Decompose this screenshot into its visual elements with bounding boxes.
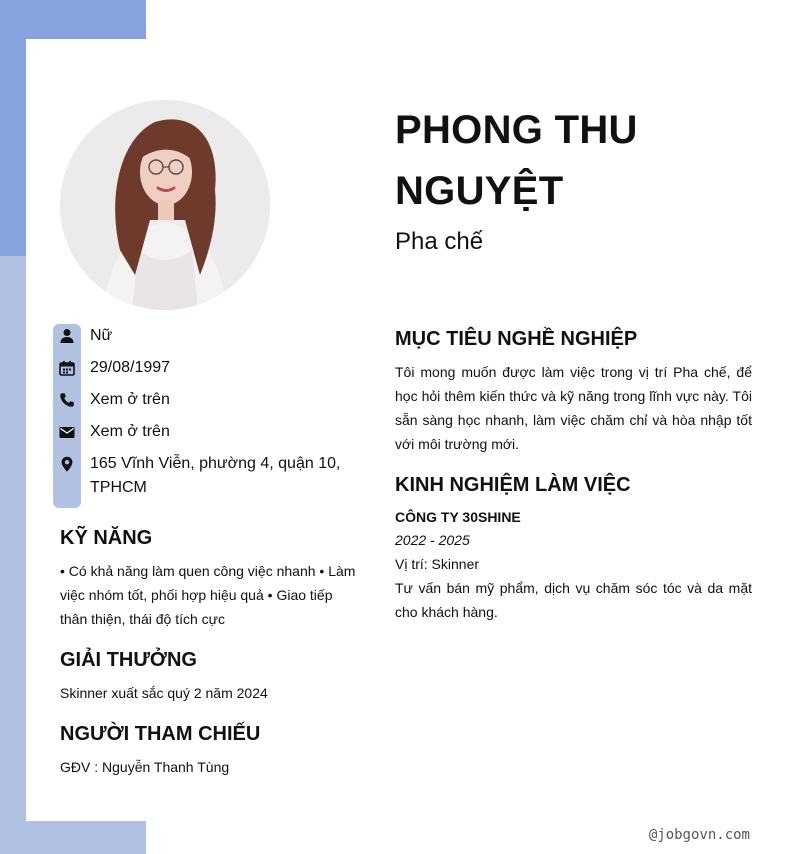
skills-heading: KỸ NĂNG: [60, 527, 153, 549]
location-pin-icon: [59, 456, 75, 472]
awards-heading: GIẢI THƯỞNG: [60, 649, 197, 671]
experience-heading: KINH NGHIỆM LÀM VIỆC: [395, 474, 631, 496]
objective-text: Tôi mong muốn được làm việc trong vị trí Pha chế, để học hỏi thêm kiến thức và kỹ năng trong lĩnh vực này. Tôi sẵn sàng học nhanh, làm việc chăm chỉ và hòa nhập tốt với môi trường mới.: [395, 364, 752, 452]
contact-icon-rail: [53, 324, 81, 508]
profile-photo: [60, 100, 270, 310]
contact-gender-text: Nữ: [90, 327, 113, 344]
contact-birthday-text: 29/08/1997: [90, 359, 171, 376]
person-icon: [59, 328, 75, 344]
awards-text: Skinner xuất sắc quý 2 năm 2024: [60, 685, 268, 701]
avatar: [60, 100, 270, 310]
calendar-icon: [59, 360, 75, 376]
job-title: Pha chế: [395, 228, 484, 255]
contact-email-text: Xem ở trên: [90, 423, 170, 440]
references-heading: NGƯỜI THAM CHIẾU: [60, 723, 261, 745]
objective-heading: MỤC TIÊU NGHỀ NGHIỆP: [395, 328, 638, 350]
candidate-name: PHONG THU NGUYỆT: [395, 108, 638, 213]
contact-address-text: 165 Vĩnh Viễn, phường 4, quận 10, TPHCM: [90, 455, 341, 496]
watermark: @jobgovn.com: [648, 827, 750, 843]
references-text: GĐV : Nguyễn Thanh Tùng: [60, 759, 230, 775]
contact-phone-text: Xem ở trên: [90, 391, 170, 408]
experience-description: Tư vấn bán mỹ phẩm, dịch vụ chăm sóc tóc và da mặt cho khách hàng.: [395, 580, 752, 620]
skills-text: • Có khả năng làm quen công việc nhanh • Làm việc nhóm tốt, phối hợp hiệu quả • Giao tiếp thân thiện, thái độ tích cực: [60, 563, 356, 627]
experience-period: 2022 - 2025: [395, 532, 470, 548]
mail-icon: [59, 424, 75, 440]
experience-company: CÔNG TY 30SHINE: [395, 509, 521, 525]
experience-position: Vị trí: Skinner: [395, 556, 480, 572]
phone-icon: [59, 392, 75, 408]
